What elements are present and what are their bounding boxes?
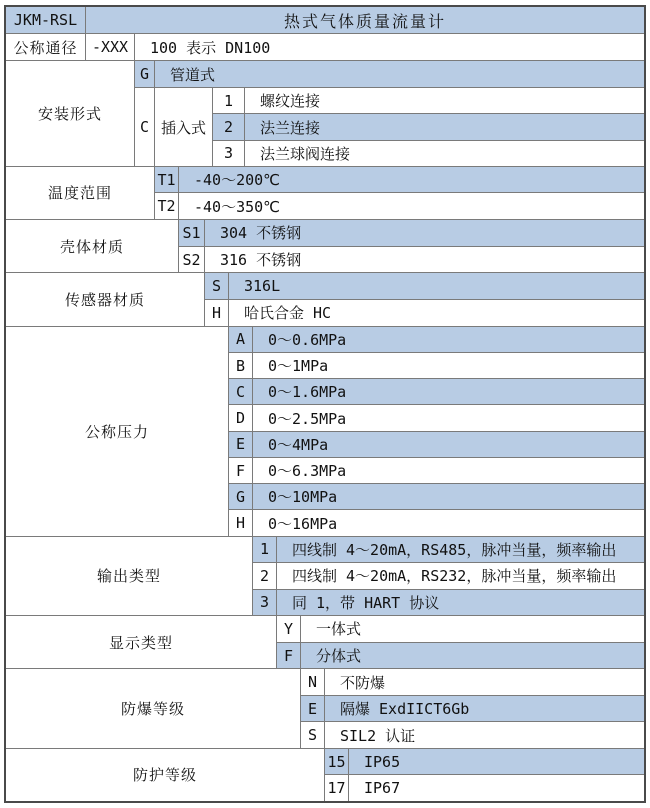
option-code: T1 — [154, 167, 178, 193]
section-label-nominal-pressure: 公称压力 — [84, 422, 149, 441]
option-code: 15 — [324, 749, 348, 775]
option-row-pipe — [134, 61, 644, 87]
option-desc: 0～1MPa — [252, 353, 644, 378]
section-label-install-type: 安装形式 — [37, 105, 102, 124]
section-label-sensor-material: 传感器材质 — [64, 290, 145, 309]
option-row — [212, 113, 644, 139]
option-row — [154, 192, 644, 219]
option-row — [178, 220, 644, 246]
section-label-housing-material: 壳体材质 — [59, 237, 124, 256]
option-desc: 0～6.3MPa — [252, 458, 644, 483]
option-row — [178, 246, 644, 273]
option-code: 3 — [212, 141, 244, 166]
option-desc: 0～4MPa — [252, 432, 644, 457]
option-code: Y — [276, 616, 300, 642]
output-rows — [252, 537, 644, 615]
pressure-rows — [228, 327, 644, 536]
option-code: 17 — [324, 775, 348, 801]
option-row — [324, 749, 644, 775]
option-code: 3 — [252, 590, 276, 615]
option-desc: 0～2.5MPa — [252, 405, 644, 430]
option-code: E — [300, 696, 324, 721]
option-desc: 隔爆 ExdIICT6Gb — [324, 696, 644, 721]
option-code: A — [228, 327, 252, 352]
option-code: H — [228, 510, 252, 535]
section-nominal-diameter — [6, 33, 644, 60]
option-row — [252, 562, 644, 588]
option-code: F — [276, 643, 300, 669]
option-desc: 0～0.6MPa — [252, 327, 644, 352]
option-code: S — [300, 722, 324, 747]
option-desc: 法兰球阀连接 — [244, 141, 644, 166]
option-code: G — [134, 61, 154, 87]
option-desc: 316L — [228, 273, 644, 299]
insert-block — [134, 87, 644, 166]
option-desc: 四线制 4～20mA，RS485，脉冲当量，频率输出 — [276, 537, 644, 562]
section-label-display-type: 显示类型 — [108, 633, 173, 652]
section-label-nominal-diameter: 公称通径 — [13, 38, 78, 57]
section-label-temperature-range: 温度范围 — [47, 184, 112, 203]
option-code: G — [228, 484, 252, 509]
option-row — [212, 140, 644, 166]
option-code: D — [228, 405, 252, 430]
option-code: 1 — [212, 88, 244, 113]
product-title: 热式气体质量流量计 — [85, 7, 644, 33]
option-code: 2 — [212, 114, 244, 139]
option-desc: -40～350℃ — [178, 193, 644, 219]
option-desc: 不防爆 — [324, 669, 644, 694]
option-desc: IP65 — [348, 749, 644, 775]
explosion-rows — [300, 669, 644, 747]
option-row — [228, 483, 644, 509]
option-row — [228, 352, 644, 378]
option-desc: 螺纹连接 — [244, 88, 644, 113]
housing-rows — [178, 220, 644, 272]
option-row — [228, 431, 644, 457]
option-code: B — [228, 353, 252, 378]
option-desc: 0～10MPa — [252, 484, 644, 509]
section-explosion-grade — [6, 668, 644, 747]
option-row — [228, 457, 644, 483]
header-row — [6, 7, 644, 33]
option-desc: 哈氏合金 HC — [228, 300, 644, 326]
section-label-protection-grade: 防护等级 — [132, 766, 197, 785]
section-housing-material — [6, 219, 644, 272]
option-desc: 304 不锈钢 — [204, 220, 644, 246]
install-rows — [134, 61, 644, 166]
temperature-rows — [154, 167, 644, 219]
option-desc: SIL2 认证 — [324, 722, 644, 747]
option-desc: 0～1.6MPa — [252, 379, 644, 404]
option-code: S1 — [178, 220, 204, 246]
option-row — [228, 509, 644, 535]
option-desc: 316 不锈钢 — [204, 247, 644, 273]
option-desc: 0～16MPa — [252, 510, 644, 535]
option-row — [252, 589, 644, 615]
model-code-cell: JKM-RSL — [13, 11, 78, 30]
section-display-type — [6, 615, 644, 668]
option-code: E — [228, 432, 252, 457]
section-label-output-type: 输出类型 — [96, 567, 161, 586]
section-protection-grade — [6, 748, 644, 801]
option-row — [228, 327, 644, 352]
insert-label: 插入式 — [154, 88, 212, 166]
option-row — [300, 695, 644, 721]
option-row — [276, 616, 644, 642]
insert-code: C — [134, 88, 154, 166]
option-desc: 一体式 — [300, 616, 644, 642]
option-desc: -40～200℃ — [178, 167, 644, 193]
option-row — [300, 721, 644, 747]
option-desc: 同 1，带 HART 协议 — [276, 590, 644, 615]
section-install-type — [6, 60, 644, 166]
diameter-code: -XXX — [85, 34, 134, 60]
section-output-type — [6, 536, 644, 615]
display-rows — [276, 616, 644, 668]
option-code: H — [204, 300, 228, 326]
section-label-explosion-grade: 防爆等级 — [120, 700, 185, 719]
option-code: 1 — [252, 537, 276, 562]
option-code: N — [300, 669, 324, 694]
option-desc: IP67 — [348, 775, 644, 801]
section-sensor-material — [6, 272, 644, 325]
option-code: T2 — [154, 193, 178, 219]
option-desc: 四线制 4～20mA，RS232，脉冲当量，频率输出 — [276, 563, 644, 588]
option-desc: 管道式 — [154, 61, 644, 87]
option-code: C — [228, 379, 252, 404]
option-desc: 法兰连接 — [244, 114, 644, 139]
protection-rows — [324, 749, 644, 801]
option-row — [154, 167, 644, 193]
option-code: F — [228, 458, 252, 483]
option-row — [204, 299, 644, 326]
section-temperature-range — [6, 166, 644, 219]
option-row — [252, 537, 644, 562]
section-nominal-pressure — [6, 326, 644, 536]
option-code: 2 — [252, 563, 276, 588]
option-desc: 分体式 — [300, 643, 644, 669]
option-row — [204, 273, 644, 299]
option-row — [324, 774, 644, 801]
insert-rows — [212, 88, 644, 166]
option-row — [228, 404, 644, 430]
option-row — [276, 642, 644, 669]
selection-table — [4, 5, 646, 803]
option-code: S — [204, 273, 228, 299]
option-row — [228, 378, 644, 404]
sensor-rows — [204, 273, 644, 325]
diameter-desc: 100 表示 DN100 — [134, 34, 644, 60]
option-code: S2 — [178, 247, 204, 273]
option-row — [212, 88, 644, 113]
option-row — [300, 669, 644, 694]
